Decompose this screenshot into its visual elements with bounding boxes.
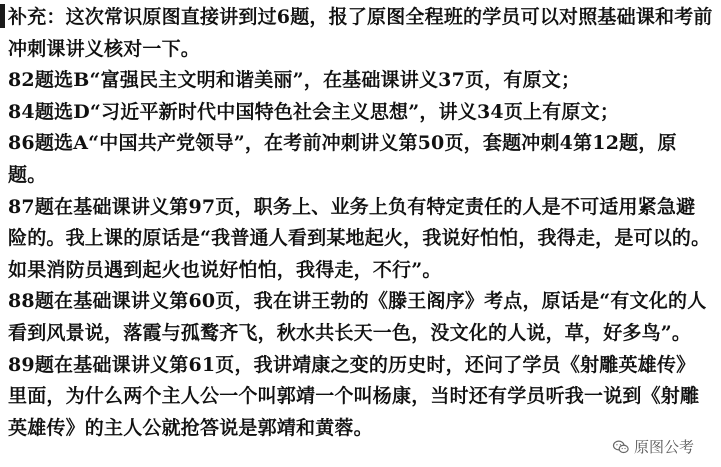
- paragraph-supplement: 补充：这次常识原图直接讲到过6题，报了原图全程班的学员可以对照基础课和考前冲刺课讲义核对一下。: [8, 6, 713, 60]
- watermark: [610, 436, 696, 457]
- paragraph-q89: 89题在基础课讲义第61页，我讲靖康之变的历史时，还问了学员《射雕英雄传》里面，为什么两个主人公一个叫郭靖一个叫杨康，当时还有学员听我一说到《射雕英雄传》的主人公就抢答说是郭靖和黄蓉。: [8, 353, 700, 439]
- paragraph-q86: 86题选A“中国共产党领导”，在考前冲刺讲义第50页，套题冲刺4第12题，原题。: [8, 132, 677, 186]
- wechat-icon: [612, 438, 630, 456]
- paragraph-q88: 88题在基础课讲义第60页，我在讲王勃的《滕王阁序》考点，原话是“有文化的人看到风景说，落霞与孤鹜齐飞，秋水共长天一色，没文化的人说，草，好多鸟”。: [8, 290, 707, 344]
- document-body: [8, 2, 714, 444]
- quote-bar: [0, 4, 5, 28]
- paragraph-q87: 87题在基础课讲义第97页，职务上、业务上负有特定责任的人是不可适用紧急避险的。我上课的原话是“我普通人看到某地起火，我说好怕怕，我得走，是可以的。如果消防员遇到起火也说好怕怕，我得走，不行”。: [8, 195, 711, 281]
- watermark-text: 原图公考: [634, 438, 695, 456]
- paragraph-q84: 84题选D“习近平新时代中国特色社会主义思想”，讲义34页上有原文；: [8, 100, 620, 123]
- paragraph-q82: 82题选B“富强民主文明和谐美丽”，在基础课讲义37页，有原文；: [8, 69, 581, 92]
